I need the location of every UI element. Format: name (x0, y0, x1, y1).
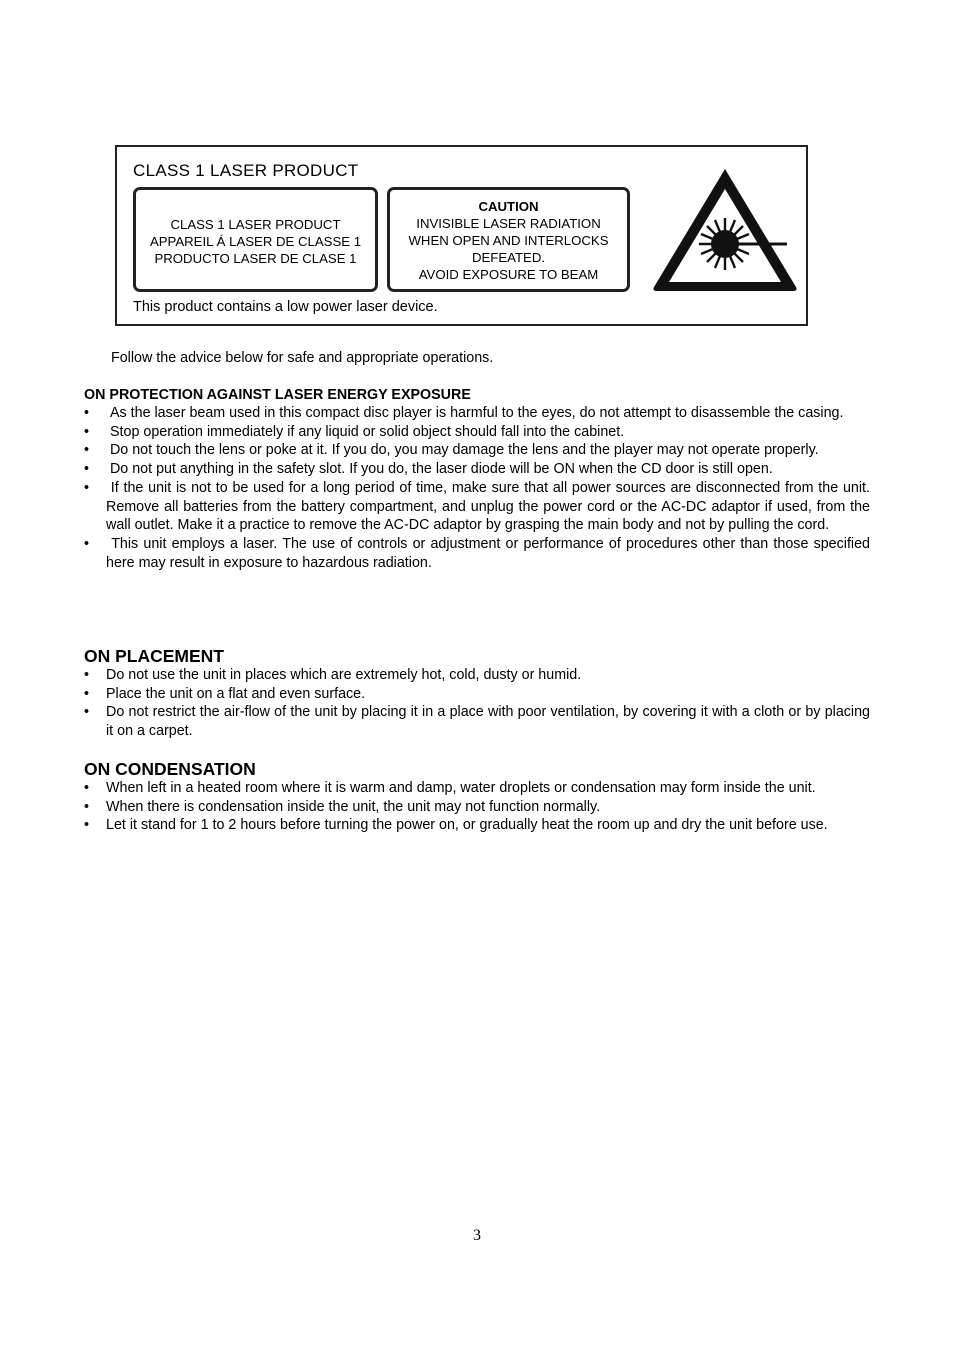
list-item (84, 479, 870, 535)
bullet-glyph: • (84, 780, 90, 796)
class-label-line: CLASS 1 LASER PRODUCT (170, 217, 341, 232)
list-item-text: Do not use the unit in places which are extremely hot, cold, dusty or humid. (106, 667, 582, 683)
list-item (84, 816, 870, 835)
bullet-list (84, 666, 870, 741)
bullet-glyph: • (84, 798, 90, 815)
list-item-text: If the unit is not to be used for a long period of time, make sure that all power sources are disconnected from the unit. Remove all batteries from the battery compartment, and unplug the power cord or the AC-DC adaptor if used, from the wall outlet. Make it a practice to remove the AC-DC adaptor by grasping the main body and not by pulling the cord. (106, 479, 870, 534)
caution-line: WHEN OPEN AND INTERLOCKS (408, 233, 609, 248)
list-item-text: Place the unit on a flat and even surface. (106, 685, 366, 702)
caution-line: AVOID EXPOSURE TO BEAM (418, 267, 599, 282)
laser-warning-icon (649, 163, 801, 295)
bullet-list (84, 779, 870, 835)
list-item-text: When left in a heated room where it is warm and damp, water droplets or condensation may form inside the unit. (106, 780, 816, 796)
caution-line: DEFEATED. (471, 250, 546, 265)
section-heading: ON PROTECTION AGAINST LASER ENERGY EXPOSURE (84, 387, 471, 403)
bullet-glyph: • (84, 817, 90, 834)
class-label-line: APPAREIL Á LASER DE CLASSE 1 (149, 234, 362, 249)
list-item (84, 703, 870, 740)
bullet-glyph: • (84, 704, 90, 721)
section-placement (84, 646, 870, 741)
class-label-box (133, 187, 378, 292)
caution-box (387, 187, 630, 292)
section-condensation (84, 759, 870, 835)
list-item (84, 535, 870, 572)
bullet-glyph: • (84, 667, 90, 683)
label-title: CLASS 1 LASER PRODUCT (133, 161, 359, 180)
bullet-glyph: • (84, 479, 90, 496)
laser-label-box (115, 145, 808, 326)
list-item (84, 666, 870, 685)
bullet-glyph: • (84, 442, 90, 459)
list-item (84, 460, 870, 479)
intro-text: Follow the advice below for safe and appropriate operations. (111, 350, 494, 366)
caution-caption: CAUTION (478, 199, 539, 214)
page-number: 3 (473, 1227, 481, 1244)
list-item-text: Do not restrict the air-flow of the unit by placing it in a place with poor ventilation, by covering it with a cloth or by placing it on a carpet. (106, 704, 870, 740)
list-item (84, 404, 870, 423)
list-item-text: This unit employs a laser. The use of controls or adjustment or performance of procedures other than those specified here may result in exposure to hazardous radiation. (106, 535, 870, 571)
bullet-glyph: • (84, 461, 90, 478)
list-item-text: Let it stand for 1 to 2 hours before turning the power on, or gradually heat the room up and dry the unit before use. (106, 817, 828, 834)
list-item (84, 423, 870, 442)
list-item-text: Do not put anything in the safety slot. If you do, the laser diode will be ON when the CD door is still open. (109, 461, 773, 478)
list-item-text: When there is condensation inside the unit, the unit may not function normally. (106, 798, 601, 815)
bullet-glyph: • (84, 405, 90, 421)
section-heading: ON PLACEMENT (84, 646, 224, 666)
list-item (84, 685, 870, 704)
class-label-line: PRODUCTO LASER DE CLASE 1 (154, 251, 357, 266)
bullet-glyph: • (84, 423, 90, 440)
label-footer: This product contains a low power laser device. (133, 299, 438, 315)
caution-line: INVISIBLE LASER RADIATION (416, 216, 601, 231)
section-laser-protection (84, 386, 870, 572)
list-item-text: As the laser beam used in this compact disc player is harmful to the eyes, do not attempt to disassemble the casing. (109, 405, 844, 421)
bullet-glyph: • (84, 535, 90, 552)
bullet-list (84, 404, 870, 572)
list-item-text: Stop operation immediately if any liquid or solid object should fall into the cabinet. (109, 423, 625, 440)
list-item-text: Do not touch the lens or poke at it. If you do, you may damage the lens and the player may not operate properly. (109, 442, 819, 459)
section-heading: ON CONDENSATION (84, 759, 256, 779)
list-item (84, 779, 870, 798)
list-item (84, 798, 870, 817)
bullet-glyph: • (84, 685, 90, 702)
list-item (84, 441, 870, 460)
